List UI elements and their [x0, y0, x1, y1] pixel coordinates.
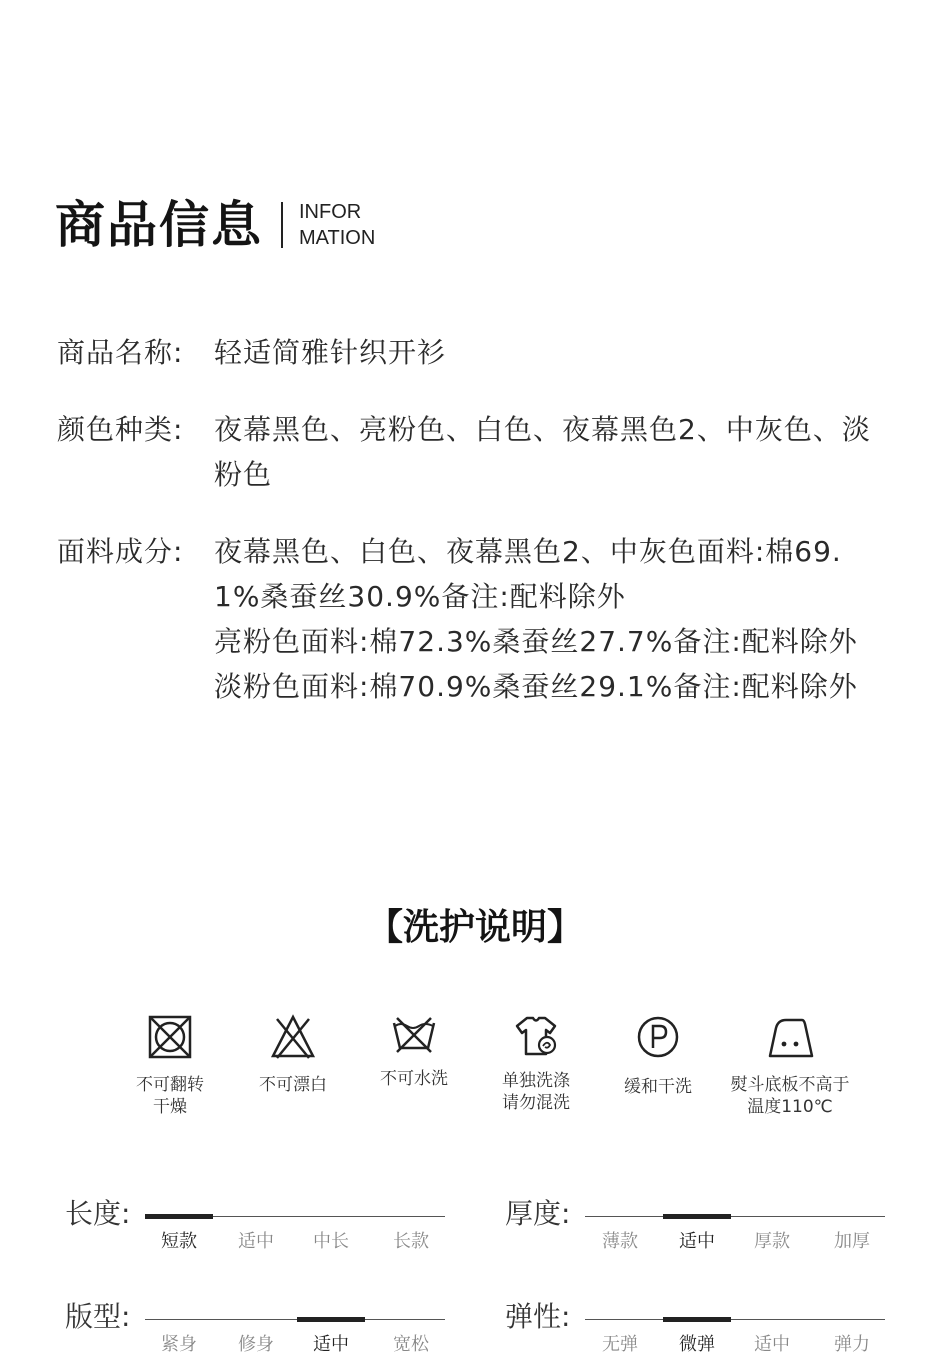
scale-option: 微弹 — [679, 1334, 715, 1355]
care-item-no-bleach — [243, 1014, 343, 1096]
scale-option: 宽松 — [393, 1334, 429, 1355]
fabric-line: 淡粉色面料:棉70.9%桑蚕丝29.1%备注:配料除外 — [214, 670, 858, 703]
scale-label: 厚度: — [505, 1197, 571, 1230]
iron-low-temp-icon — [762, 1014, 818, 1060]
scale-label: 版型: — [65, 1300, 131, 1333]
page-title: 商品信息 — [55, 196, 263, 254]
care-label: 不可水洗 — [380, 1069, 448, 1089]
header-subtitle-line1: INFOR — [299, 201, 362, 223]
fabric-line: 亮粉色面料:棉72.3%桑蚕丝27.7%备注:配料除外 — [214, 625, 858, 658]
header-subtitle — [299, 199, 375, 251]
scale-track — [585, 1319, 885, 1320]
fabric-label: 面料成分: — [57, 535, 184, 568]
care-label: 缓和干洗 — [624, 1077, 692, 1097]
care-item-no-water-wash — [364, 1014, 464, 1090]
color-label: 颜色种类: — [57, 413, 184, 446]
no-bleach-icon — [270, 1014, 316, 1060]
scale-option: 加厚 — [834, 1231, 870, 1252]
product-info — [57, 330, 887, 709]
name-label: 商品名称: — [57, 336, 184, 369]
care-item-iron-low-temp — [718, 1014, 862, 1118]
scale-option: 短款 — [161, 1231, 197, 1252]
fabric-line: 夜幕黑色、白色、夜幕黑色2、中灰色面料:棉69.1%桑蚕丝30.9%备注:配料除外 — [214, 535, 842, 613]
care-label: 单独洗涤 — [502, 1071, 570, 1091]
section-header — [55, 196, 375, 254]
care-title: 【洗护说明】 — [366, 907, 583, 948]
scale-option: 紧身 — [161, 1334, 197, 1355]
no-tumble-dry-icon — [147, 1014, 193, 1060]
scale-selected-mark — [663, 1317, 731, 1322]
care-item-no-tumble-dry — [120, 1014, 220, 1118]
scale-track — [145, 1319, 445, 1320]
scale-selected-mark — [145, 1214, 213, 1219]
scale-option: 适中 — [679, 1231, 715, 1252]
fabric-value — [214, 529, 874, 709]
info-row-color — [57, 407, 887, 497]
scale-option: 修身 — [238, 1334, 274, 1355]
scale-option: 弹力 — [834, 1334, 870, 1355]
header-subtitle-line2: MATION — [299, 227, 376, 249]
scale-label: 长度: — [65, 1197, 131, 1230]
info-row-fabric — [57, 529, 887, 709]
scale-elasticity — [505, 1300, 890, 1370]
scale-length — [65, 1197, 450, 1267]
wash-separately-icon — [513, 1014, 559, 1058]
care-label: 熨斗底板不高于 — [730, 1075, 850, 1095]
gentle-dry-clean-icon — [635, 1014, 681, 1060]
scale-track — [585, 1216, 885, 1217]
scale-option: 长款 — [393, 1231, 429, 1252]
scale-option: 无弹 — [602, 1334, 638, 1355]
care-label: 请勿混洗 — [502, 1093, 570, 1113]
name-value: 轻适简雅针织开衫 — [214, 336, 447, 369]
care-label: 不可翻转 — [136, 1075, 204, 1095]
color-value: 夜幕黑色、亮粉色、白色、夜幕黑色2、中灰色、淡粉色 — [214, 413, 871, 491]
scale-option: 薄款 — [602, 1231, 638, 1252]
care-label: 温度110℃ — [747, 1097, 833, 1117]
info-row-name — [57, 330, 887, 375]
scale-selected-mark — [663, 1214, 731, 1219]
scale-thickness — [505, 1197, 890, 1267]
care-item-wash-separately — [486, 1014, 586, 1114]
scale-fit — [65, 1300, 450, 1370]
scale-option: 适中 — [238, 1231, 274, 1252]
scale-option: 厚款 — [754, 1231, 790, 1252]
care-item-gentle-dry-clean — [606, 1014, 710, 1098]
no-water-wash-icon — [391, 1014, 437, 1054]
scale-label: 弹性: — [505, 1300, 571, 1333]
scale-option: 适中 — [313, 1334, 349, 1355]
header-divider — [281, 202, 283, 248]
care-label: 干燥 — [153, 1097, 187, 1117]
care-label: 不可漂白 — [259, 1075, 327, 1095]
scale-option: 中长 — [313, 1231, 349, 1252]
scale-track — [145, 1216, 445, 1217]
scale-selected-mark — [297, 1317, 365, 1322]
scale-option: 适中 — [754, 1334, 790, 1355]
